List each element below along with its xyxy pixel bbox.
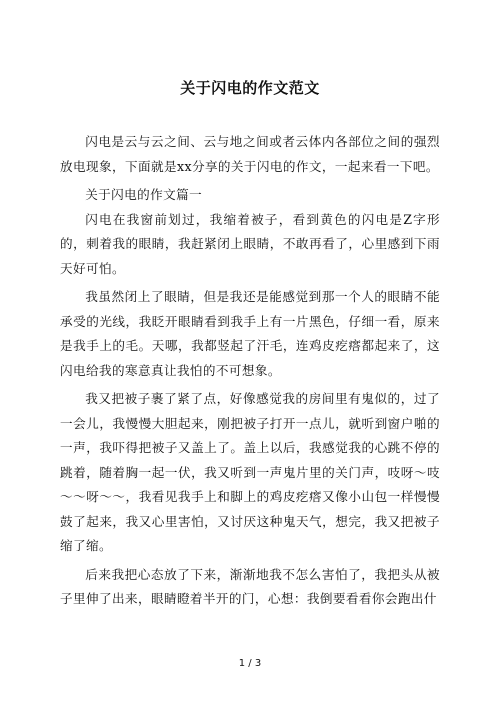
paragraph: 后来我把心态放了下来，渐渐地我不怎么害怕了，我把头从被子里伸了出来，眼睛瞪着半开的门，心想：我倒要看看你会跑出什 — [60, 566, 440, 606]
paragraph: 闪电在我窗前划过，我缩着被子，看到黄色的闪电是Z字形的，刺着我的眼睛，我赶紧闭上眼睛，不敢再看了，心里感到下雨天好可怕。 — [60, 211, 440, 276]
paragraph: 我虽然闭上了眼睛，但是我还是能感觉到那一个人的眼睛不能承受的光线，我眨开眼睛看到我手上有一片黑色，仔细一看，原来是我手上的毛。天哪，我都竖起了汗毛，连鸡皮疙瘩都起来了，这闪电给我的寒意真让我怕的不可想象。 — [60, 289, 440, 378]
section-heading: 关于闪电的作文篇一 — [85, 187, 203, 202]
paragraph-intro: 闪电是云与云之间、云与地之间或者云体内各部位之间的强烈放电现象，下面就是xx分享的关于闪电的作文，一起来看一下吧。 — [60, 134, 440, 174]
paragraph: 我又把被子裹了紧了点，好像感觉我的房间里有鬼似的，过了一会儿，我慢慢大胆起来，刚把被子打开一点儿，就听到窗户啪的一声，我吓得把被子又盖上了。盖上以后，我感觉我的心跳不停的跳着，随着胸一起一伏，我又听到一声鬼片里的关门声，吱呀～吱～～呀～～，我看见我手上和脚上的鸡皮疙瘩又像小山包一样慢慢鼓了起来，我又心里害怕，又讨厌这种鬼天气，想完，我又把被子缩了缩。 — [60, 391, 440, 553]
document-body — [60, 130, 440, 612]
page-number: 1 / 3 — [238, 658, 262, 669]
document-title: 关于闪电的作文范文 — [180, 79, 320, 97]
